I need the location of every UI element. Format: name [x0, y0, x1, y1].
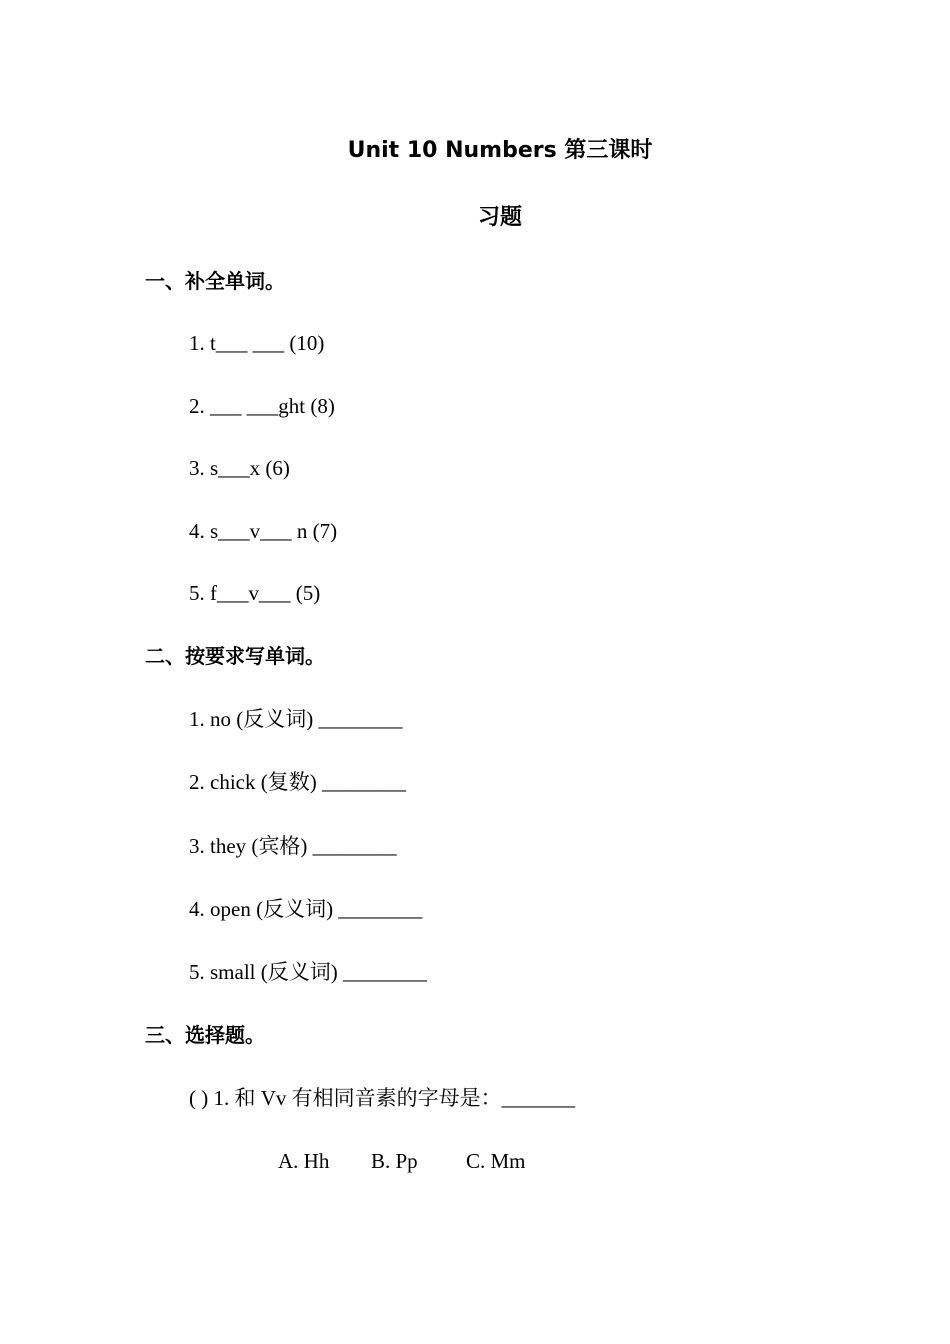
section-heading-write-words: 二、按要求写单词。 — [145, 644, 325, 668]
choice-option-c: C. Mm — [466, 1149, 526, 1173]
fill-word-item-5: 5. f___v___ (5) — [189, 581, 321, 605]
choice-option-b: B. Pp — [371, 1149, 418, 1173]
fill-word-item-4: 4. s___v___ n (7) — [189, 519, 338, 543]
fill-word-item-2: 2. ___ ___ght (8) — [189, 394, 335, 418]
write-word-item-4: 4. open (反义词) ________ — [189, 897, 423, 921]
write-word-item-1: 1. no (反义词) ________ — [189, 707, 403, 731]
document-subtitle: 习题 — [477, 205, 522, 230]
choice-options-row — [278, 1148, 526, 1174]
write-word-item-3: 3. they (宾格) ________ — [189, 834, 397, 858]
choice-question-1: ( ) 1. 和 Vv 有相同音素的字母是：_______ — [189, 1086, 576, 1110]
section-heading-multiple-choice: 三、选择题。 — [145, 1023, 265, 1047]
section-heading-fill-words: 一、补全单词。 — [145, 269, 285, 293]
choice-option-a: A. Hh — [278, 1149, 330, 1173]
fill-word-item-3: 3. s___x (6) — [189, 456, 290, 480]
write-word-item-5: 5. small (反义词) ________ — [189, 960, 427, 984]
write-word-item-2: 2. chick (复数) ________ — [189, 770, 406, 794]
document-title: Unit 10 Numbers 第三课时 — [347, 138, 653, 163]
fill-word-item-1: 1. t___ ___ (10) — [189, 331, 325, 355]
